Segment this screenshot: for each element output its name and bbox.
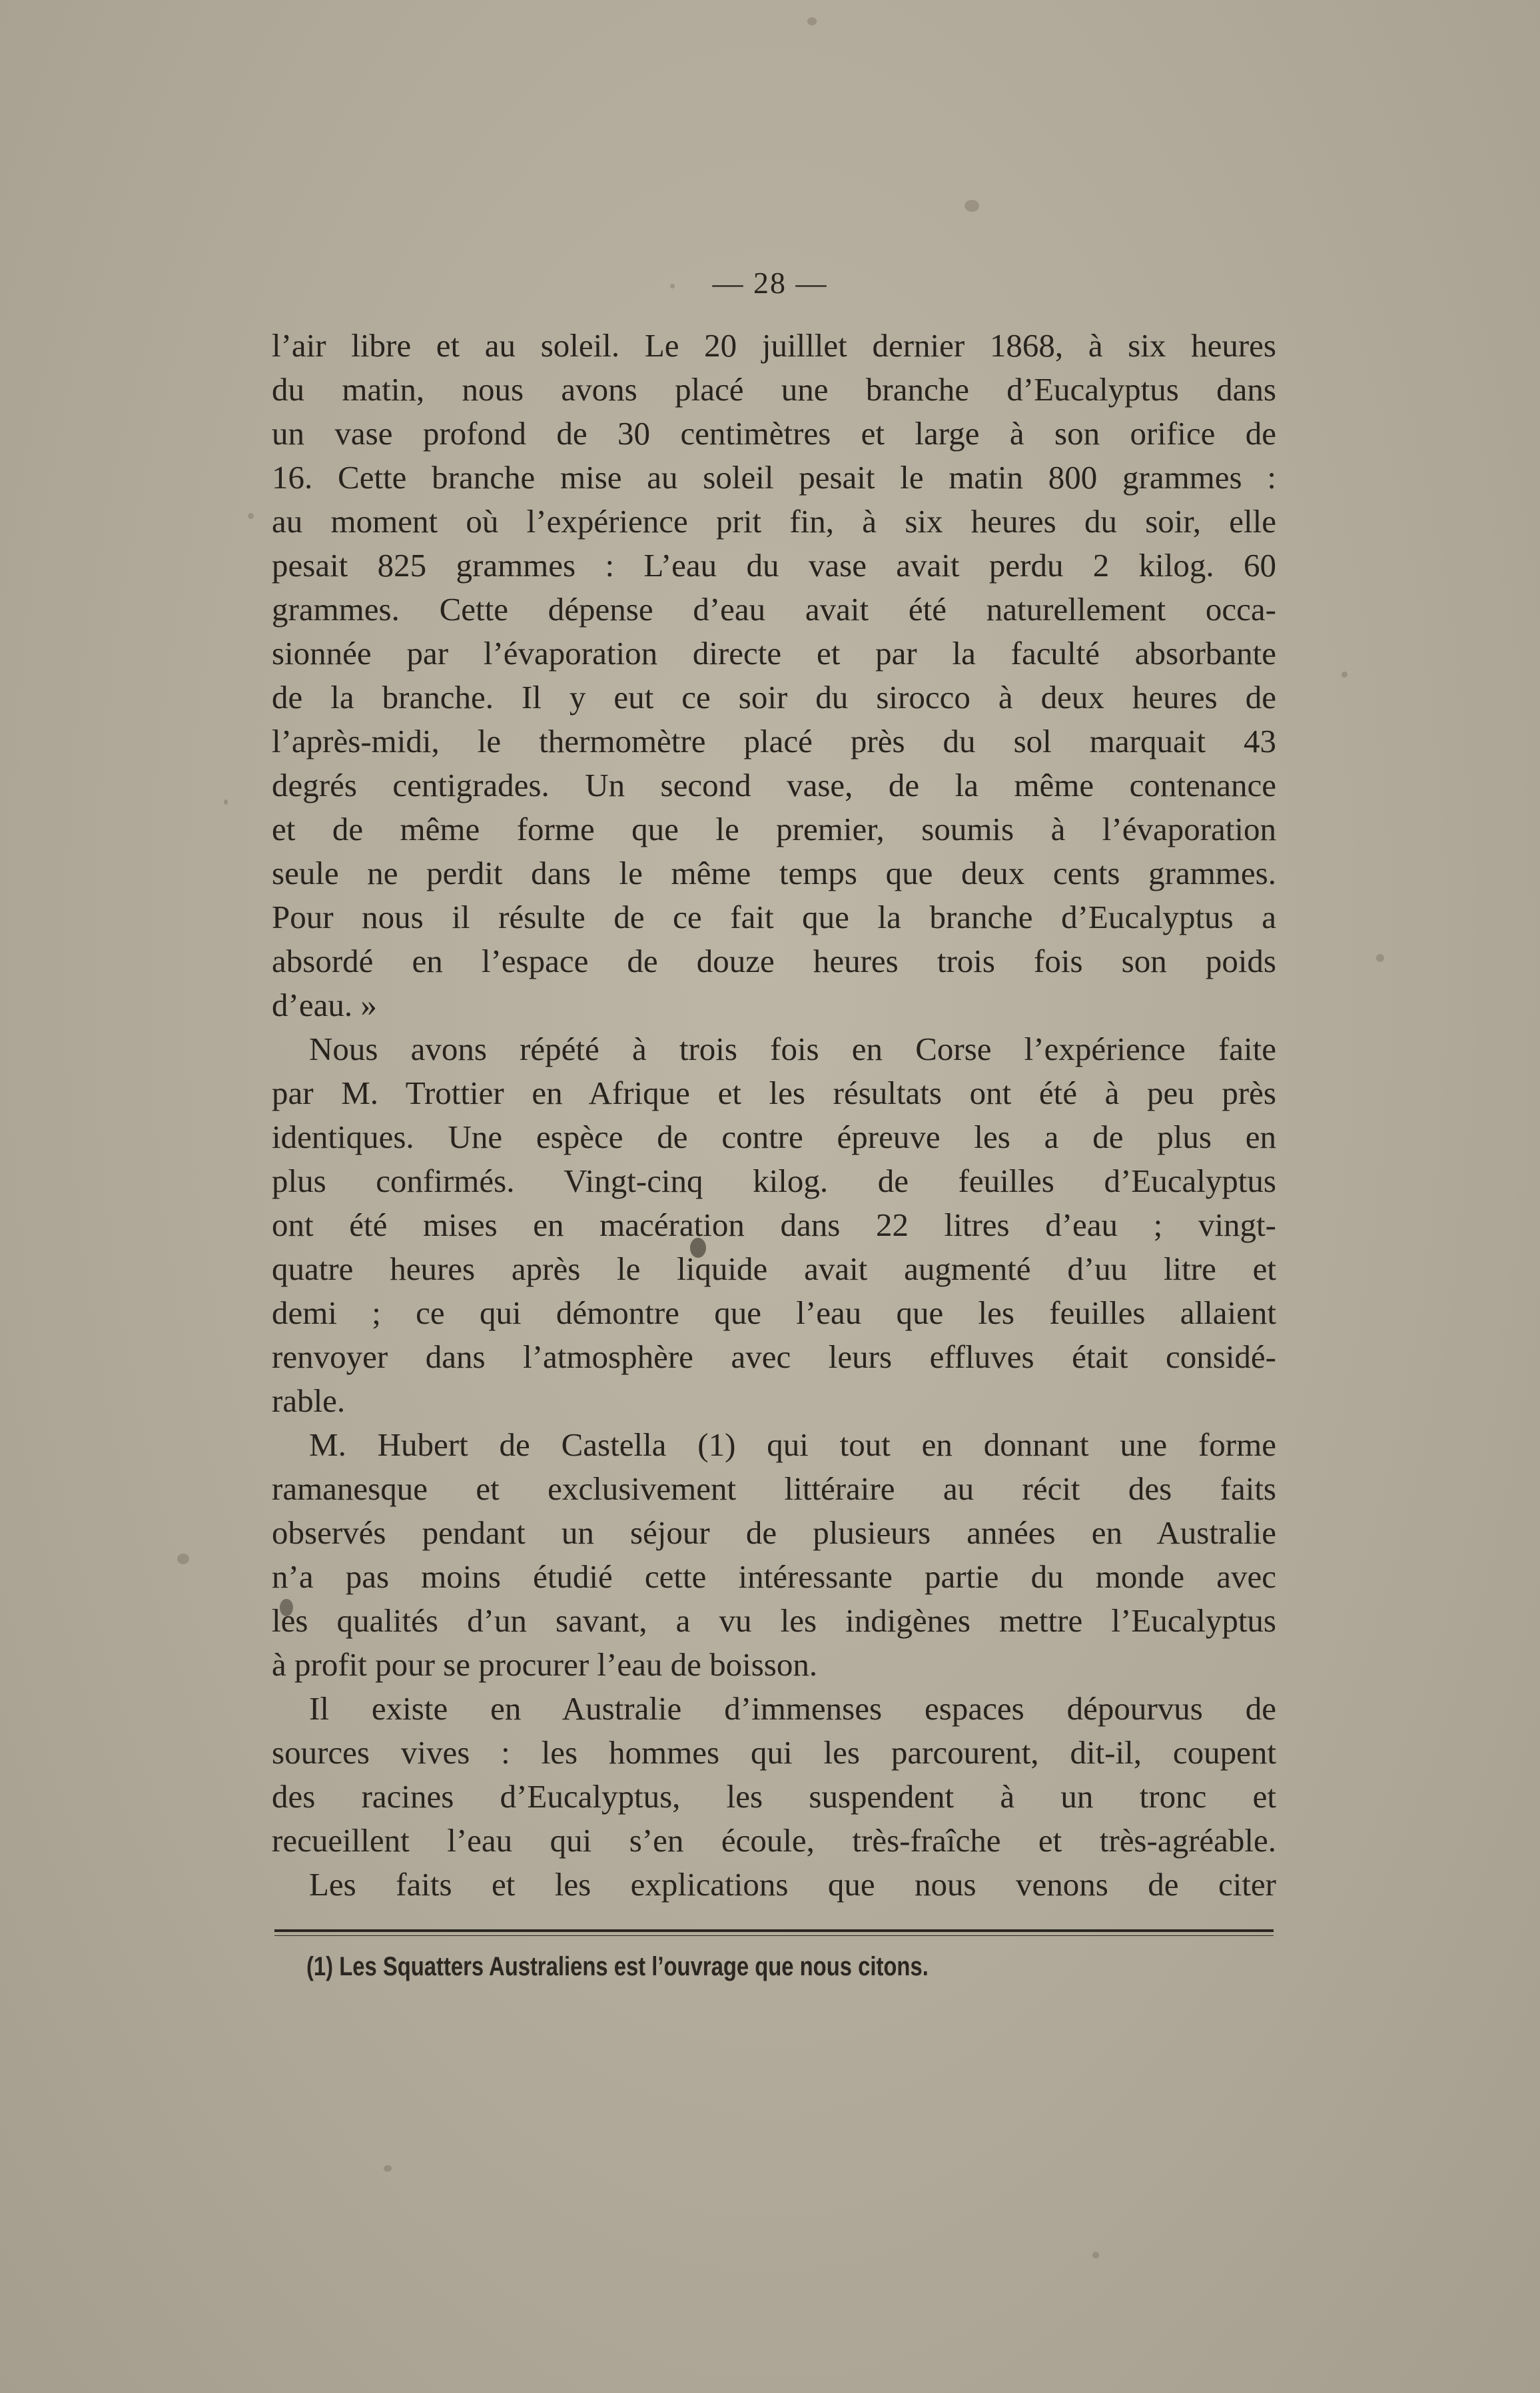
text-line: des racines d’Eucalyptus, les suspendent à un tronc et	[272, 1778, 1276, 1815]
paper-speck	[1376, 954, 1384, 962]
text-line: plus confirmés. Vingt-cinq kilog. de feuilles d’Eucalyptus	[272, 1163, 1276, 1199]
paper-speck	[807, 17, 817, 25]
text-line: pesait 825 grammes : L’eau du vase avait perdu 2 kilog. 60	[272, 547, 1276, 584]
text-line: renvoyer dans l’atmosphère avec leurs effluves était considé-	[272, 1338, 1276, 1375]
paper-speck	[384, 2165, 392, 2172]
footnote-divider	[274, 1929, 1274, 1932]
text-line: 16. Cette branche mise au soleil pesait le matin 800 grammes :	[272, 459, 1276, 496]
text-line: ramanesque et exclusivement littéraire au récit des faits	[272, 1470, 1276, 1507]
body-text	[272, 324, 1276, 1907]
text-line: Les faits et les explications que nous venons de citer	[309, 1866, 1276, 1903]
text-line: recueillent l’eau qui s’en écoule, très-fraîche et très-agréable.	[272, 1822, 1276, 1859]
text-line: identiques. Une espèce de contre épreuve les a de plus en	[272, 1119, 1276, 1155]
text-line: l’après-midi, le thermomètre placé près du sol marquait 43	[272, 723, 1276, 759]
text-line: observés pendant un séjour de plusieurs années en Australie	[272, 1514, 1276, 1551]
text-line: au moment où l’expérience prit fin, à six heures du soir, elle	[272, 503, 1276, 540]
text-line: sources vives : les hommes qui les parcourent, dit-il, coupent	[272, 1734, 1276, 1771]
paper-speck	[1092, 2252, 1099, 2258]
text-line: seule ne perdit dans le même temps que deux cents grammes.	[272, 855, 1276, 891]
text-line: un vase profond de 30 centimètres et large à son orifice de	[272, 415, 1276, 452]
text-line: Il existe en Australie d’immenses espaces dépourvus de	[309, 1690, 1276, 1727]
text-line: par M. Trottier en Afrique et les résultats ont été à peu près	[272, 1075, 1276, 1111]
paper-speck	[224, 799, 228, 805]
page-number: — 28 —	[712, 266, 828, 300]
paper-speck	[964, 200, 979, 212]
text-line: du matin, nous avons placé une branche d’Eucalyptus dans	[272, 371, 1276, 408]
text-line: demi ; ce qui démontre que l’eau que les feuilles allaient	[272, 1294, 1276, 1331]
text-line: l’air libre et au soleil. Le 20 juilllet dernier 1868, à six heures	[272, 327, 1276, 364]
text-line: d’eau. »	[272, 987, 377, 1023]
text-line: rable.	[272, 1382, 346, 1419]
paper-speck	[1342, 672, 1348, 678]
text-line: ont été mises en macération dans 22 litres d’eau ; vingt-	[272, 1206, 1276, 1243]
paper-speck	[248, 513, 254, 519]
text-line: n’a pas moins étudié cette intéressante partie du monde avec	[272, 1558, 1276, 1595]
text-line: et de même forme que le premier, soumis à l’évaporation	[272, 811, 1276, 847]
footnote: (1) Les Squatters Australiens est l’ouvrage que nous citons.	[306, 1952, 929, 1981]
text-line: de la branche. Il y eut ce soir du sirocco à deux heures de	[272, 679, 1276, 716]
text-line: grammes. Cette dépense d’eau avait été naturellement occa-	[272, 591, 1276, 628]
footnote-divider	[274, 1935, 1274, 1936]
text-line: degrés centigrades. Un second vase, de la même contenance	[272, 767, 1276, 803]
text-line: absordé en l’espace de douze heures trois fois son poids	[272, 943, 1276, 979]
text-line: les qualités d’un savant, a vu les indigènes mettre l’Eucalyptus	[272, 1602, 1276, 1639]
text-line: Nous avons répété à trois fois en Corse l’expérience faite	[309, 1031, 1276, 1067]
text-line: à profit pour se procurer l’eau de boisson.	[272, 1646, 818, 1683]
text-line: quatre heures après le liquide avait augmenté d’uu litre et	[272, 1250, 1276, 1287]
paper-speck	[177, 1554, 189, 1564]
text-line: sionnée par l’évaporation directe et par la faculté absorbante	[272, 635, 1276, 672]
text-line: M. Hubert de Castella (1) qui tout en donnant une forme	[309, 1426, 1276, 1463]
text-line: Pour nous il résulte de ce fait que la branche d’Eucalyptus a	[272, 899, 1276, 935]
